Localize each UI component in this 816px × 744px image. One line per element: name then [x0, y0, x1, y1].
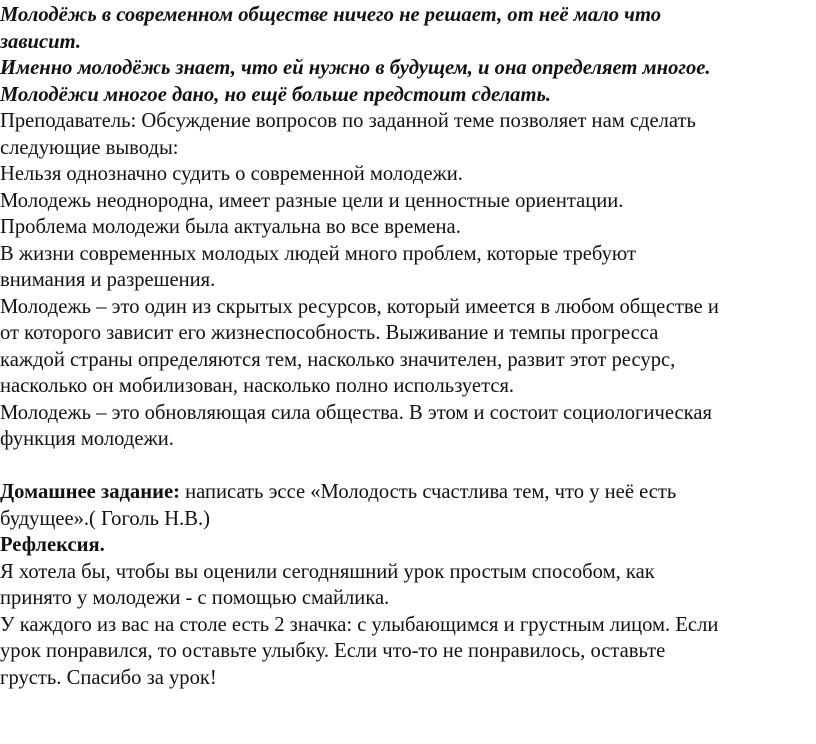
reflection-line: грусть. Спасибо за урок! [0, 666, 217, 689]
intro-line: Молодёжи многое дано, но ещё больше предстоит сделать. [0, 83, 552, 106]
teacher-line: Молодежь – это обновляющая сила общества. В этом и состоит социологическая [0, 401, 712, 424]
teacher-line: В жизни современных молодых людей много проблем, которые требуют [0, 242, 637, 265]
homework-text: написать эссе «Молодость счастлива тем, что у неё есть [179, 481, 677, 503]
teacher-conclusions [0, 108, 812, 453]
intro-line: Молодёжь в современном обществе ничего не решает, от неё мало что [0, 4, 661, 26]
reflection-line: У каждого из вас на столе есть 2 значка: с улыбающимся и грустным лицом. Если [0, 613, 719, 636]
teacher-line: Преподаватель: Обсуждение вопросов по заданной теме позволяет нам сделать [0, 110, 696, 132]
intro-line: зависит. [0, 30, 81, 53]
teacher-line: следующие выводы: [0, 136, 179, 159]
reflection-line: урок понравился, то оставьте улыбку. Если что-то не понравилось, оставьте [0, 640, 666, 662]
teacher-line: от которого зависит его жизнеспособность. Выживание и темпы прогресса [0, 322, 659, 344]
homework-line [0, 479, 812, 506]
teacher-line: Молодежь неоднородна, имеет разные цели и ценностные ориентации. [0, 189, 624, 212]
teacher-line: внимания и разрешения. [0, 269, 216, 291]
teacher-line: функция молодежи. [0, 428, 174, 450]
intro-statements [0, 2, 812, 108]
homework-section [0, 479, 812, 532]
homework-label: Домашнее задание: [0, 481, 180, 503]
document-page [0, 2, 812, 691]
reflection-section [0, 532, 812, 691]
intro-line: Именно молодёжь знает, что ей нужно в будущем, и она определяет многое. [0, 57, 711, 79]
teacher-line: каждой страны определяются тем, насколько значителен, развит этот ресурс, [0, 348, 676, 371]
reflection-heading: Рефлексия. [0, 534, 105, 556]
homework-line: будущее».( Гоголь Н.В.) [0, 507, 210, 530]
reflection-line: принято у молодежи - с помощью смайлика. [0, 587, 390, 609]
teacher-line: Нельзя однозначно судить о современной молодежи. [0, 163, 463, 185]
blank-line [0, 453, 812, 480]
teacher-line: насколько он мобилизован, насколько полно используется. [0, 375, 515, 397]
reflection-line: Я хотела бы, чтобы вы оценили сегодняшний урок простым способом, как [0, 560, 655, 583]
teacher-line: Проблема молодежи была актуальна во все времена. [0, 216, 461, 238]
teacher-line: Молодежь – это один из скрытых ресурсов, который имеется в любом обществе и [0, 295, 719, 318]
